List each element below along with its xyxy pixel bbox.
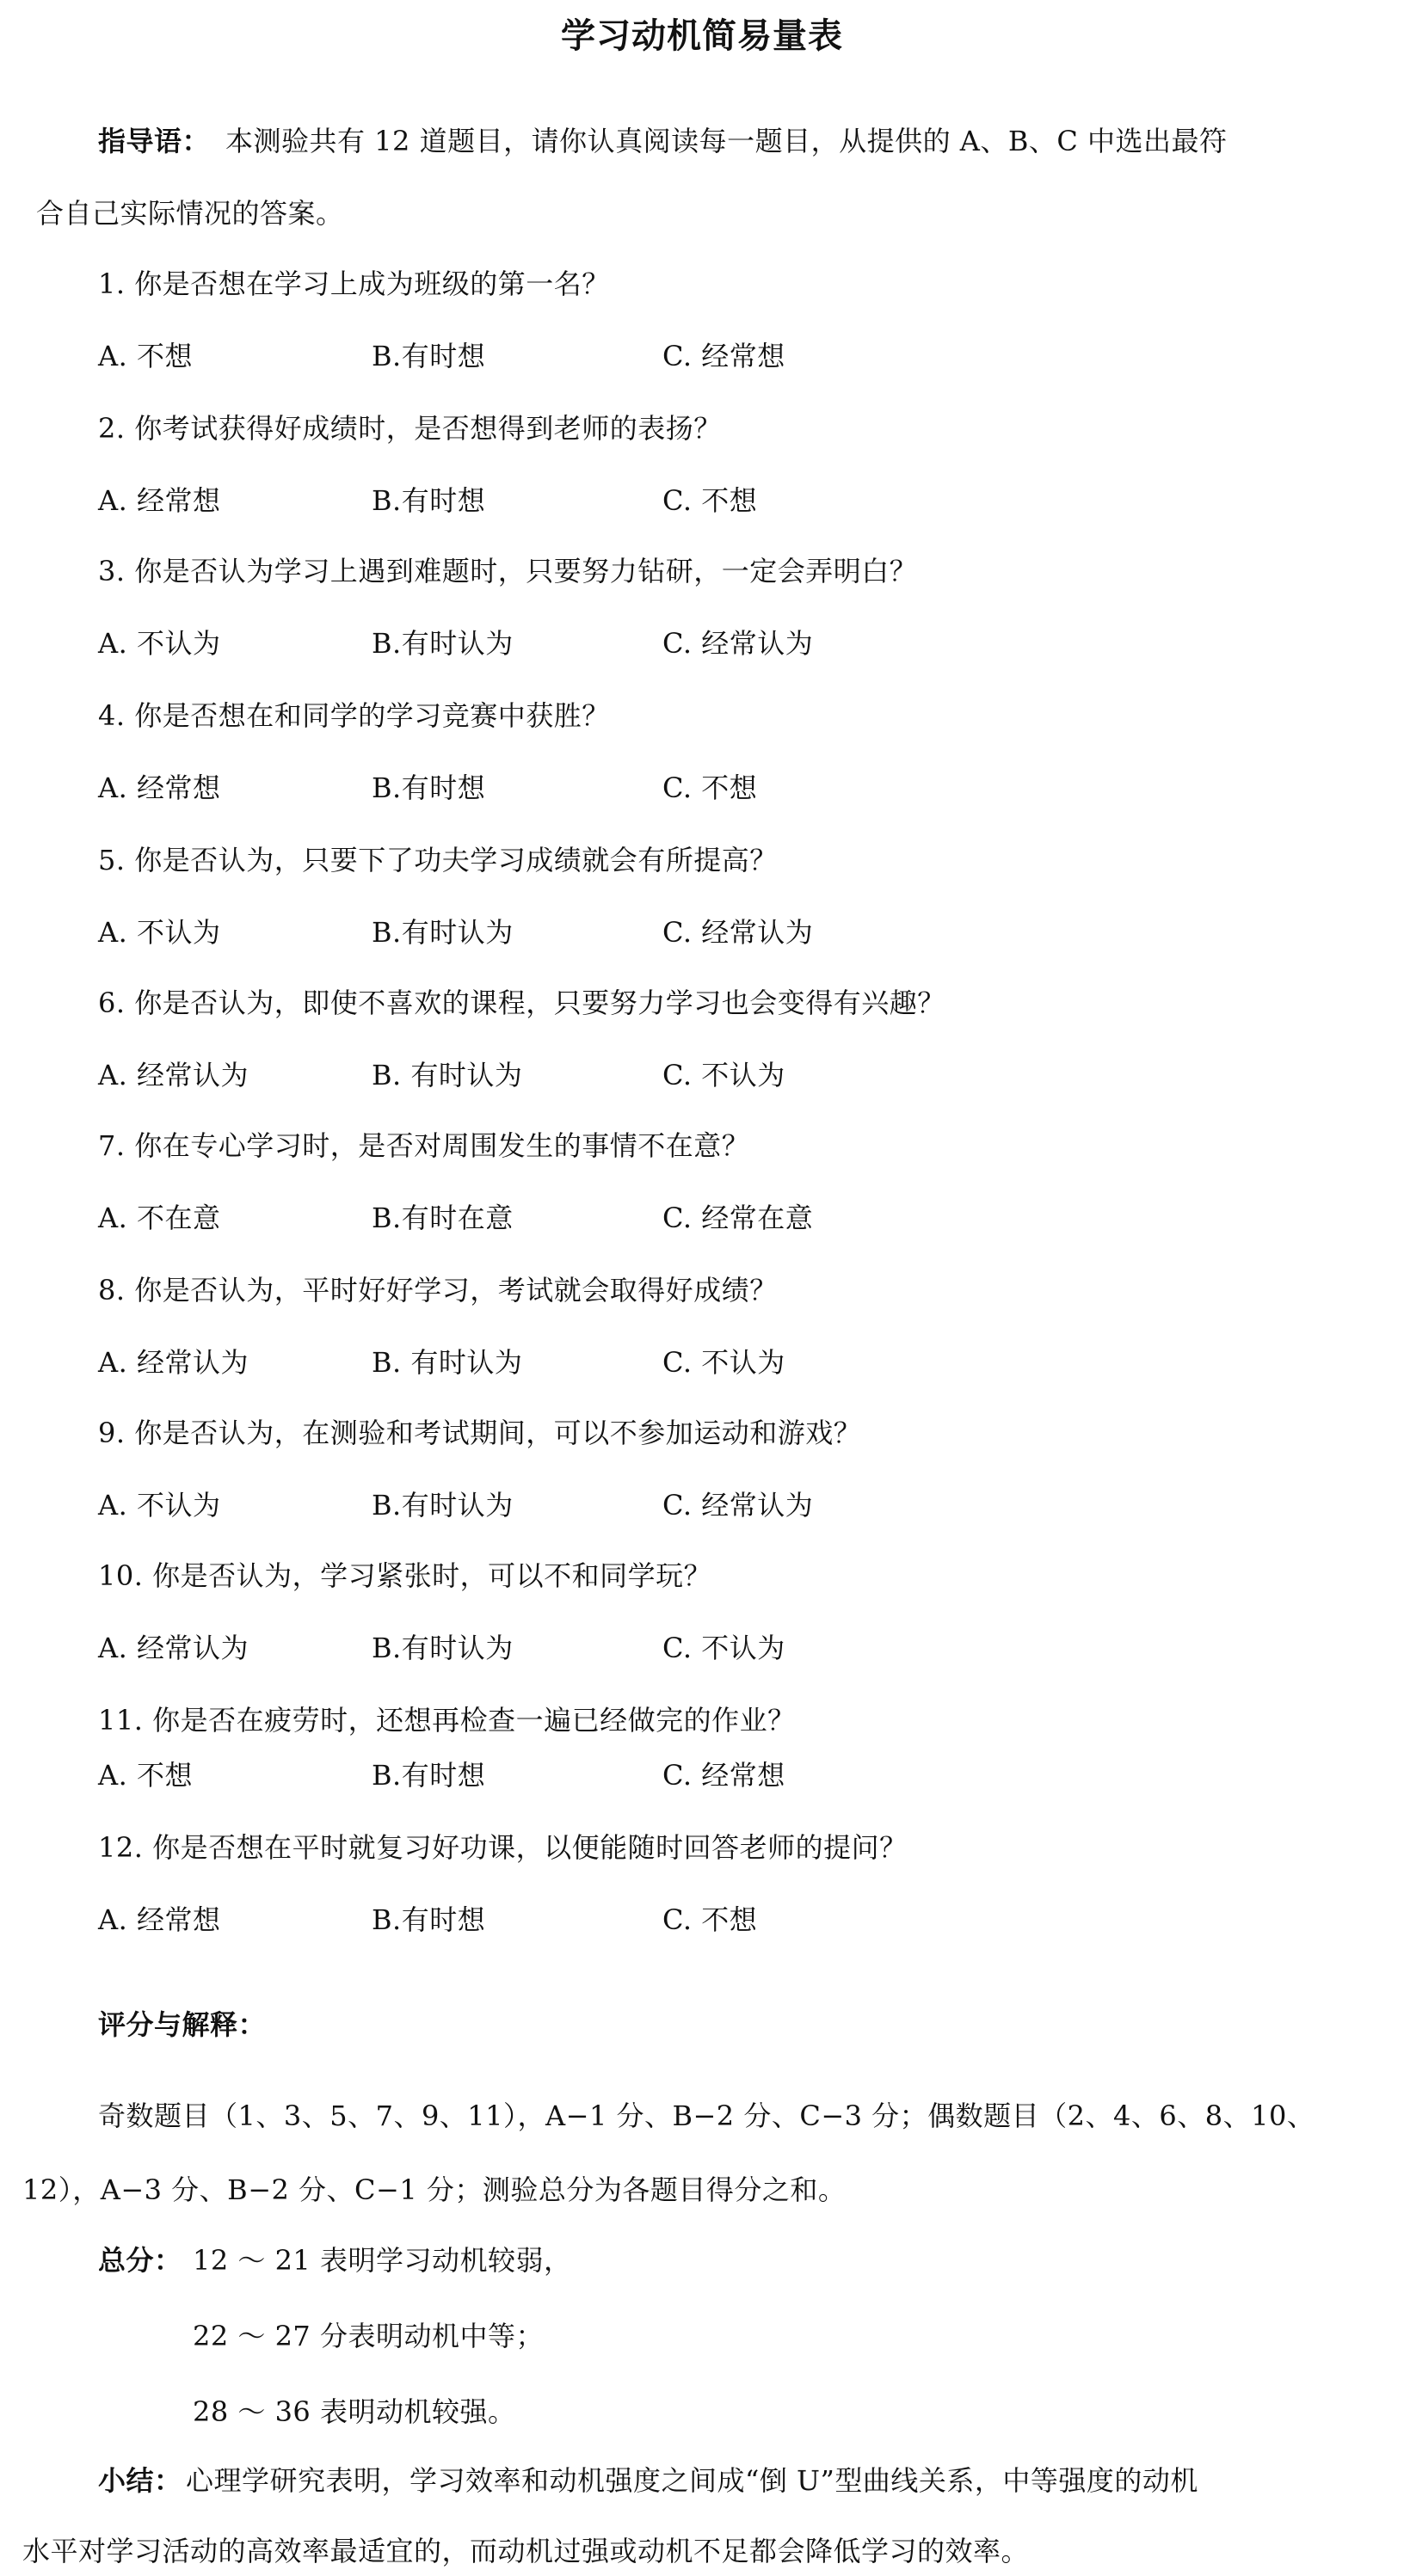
question-text: 11. 你是否在疲劳时，还想再检查一遍已经做完的作业？ (98, 1704, 796, 1737)
option-b: B.有时认为 (372, 1632, 514, 1664)
option-c: C. 不认为 (662, 1346, 785, 1379)
option-c: C. 经常认为 (662, 916, 814, 949)
option-a: A. 经常认为 (98, 1346, 249, 1379)
option-c: C. 不想 (662, 484, 758, 517)
question-text: 7. 你在专心学习时，是否对周围发生的事情不在意？ (98, 1129, 750, 1162)
option-a: A. 经常想 (98, 484, 221, 517)
option-b: B. 有时认为 (372, 1059, 523, 1091)
option-a: A. 不认为 (98, 1489, 221, 1522)
total-score-label: 总分： (98, 2244, 182, 2277)
option-c: C. 经常认为 (662, 1489, 814, 1522)
option-b: B.有时在意 (372, 1202, 514, 1234)
option-b: B.有时想 (372, 772, 486, 804)
option-a: A. 不认为 (98, 916, 221, 949)
score-range-strong: 28 ～ 36 表明动机较强。 (193, 2395, 516, 2428)
option-c: C. 经常想 (662, 340, 785, 372)
question-text: 2. 你考试获得好成绩时，是否想得到老师的表扬？ (98, 412, 722, 445)
option-a: A. 不想 (98, 340, 193, 372)
question-text: 6. 你是否认为，即使不喜欢的课程，只要努力学习也会变得有兴趣？ (98, 987, 945, 1019)
option-b: B.有时想 (372, 1759, 486, 1792)
option-b: B.有时认为 (372, 916, 514, 949)
page-title: 学习动机简易量表 (561, 15, 843, 56)
option-c: C. 不认为 (662, 1632, 785, 1664)
question-text: 12. 你是否想在平时就复习好功课，以便能随时回答老师的提问？ (98, 1831, 908, 1864)
question-text: 1. 你是否想在学习上成为班级的第一名？ (98, 267, 610, 300)
scoring-rule-line1: 奇数题目（1、3、5、7、9、11），A−1 分、B−2 分、C−3 分；偶数题目（2、4、6、8、10、 (98, 2100, 1315, 2132)
option-b: B.有时想 (372, 484, 486, 517)
option-a: A. 经常想 (98, 772, 221, 804)
intro-text-line1: 本测验共有 12 道题目，请你认真阅读每一题目，从提供的 A、B、C 中选出最符 (225, 125, 1228, 157)
question-text: 10. 你是否认为，学习紧张时，可以不和同学玩？ (98, 1559, 712, 1592)
summary-text-line1: 心理学研究表明，学习效率和动机强度之间成“倒 U”型曲线关系，中等强度的动机 (186, 2464, 1198, 2497)
option-c: C. 经常想 (662, 1759, 785, 1792)
intro-text-line2: 合自己实际情况的答案。 (36, 197, 344, 230)
option-c: C. 经常认为 (662, 627, 814, 660)
option-a: A. 经常认为 (98, 1632, 249, 1664)
option-a: A. 不在意 (98, 1202, 221, 1234)
option-c: C. 不想 (662, 1903, 758, 1936)
option-a: A. 经常认为 (98, 1059, 249, 1091)
summary-text-line2: 水平对学习活动的高效率最适宜的，而动机过强或动机不足都会降低学习的效率。 (22, 2535, 1030, 2567)
option-a: A. 经常想 (98, 1903, 221, 1936)
option-b: B. 有时认为 (372, 1346, 523, 1379)
score-range-weak: 12 ～ 21 表明学习动机较弱， (193, 2244, 572, 2277)
option-c: C. 不认为 (662, 1059, 785, 1091)
score-range-medium: 22 ～ 27 分表明动机中等； (193, 2320, 544, 2352)
option-b: B.有时想 (372, 340, 486, 372)
scoring-heading: 评分与解释： (98, 2008, 267, 2041)
option-b: B.有时认为 (372, 627, 514, 660)
summary-label: 小结： (98, 2464, 182, 2497)
question-text: 8. 你是否认为，平时好好学习，考试就会取得好成绩？ (98, 1274, 778, 1306)
option-c: C. 经常在意 (662, 1202, 814, 1234)
question-text: 4. 你是否想在和同学的学习竞赛中获胜？ (98, 699, 610, 732)
question-text: 9. 你是否认为，在测验和考试期间，可以不参加运动和游戏？ (98, 1417, 862, 1449)
question-text: 3. 你是否认为学习上遇到难题时，只要努力钻研，一定会弄明白？ (98, 555, 918, 587)
option-b: B.有时认为 (372, 1489, 514, 1522)
option-b: B.有时想 (372, 1903, 486, 1936)
scoring-rule-line2: 12），A−3 分、B−2 分、C−1 分；测验总分为各题目得分之和。 (22, 2173, 847, 2206)
intro-label: 指导语： (98, 125, 211, 157)
question-text: 5. 你是否认为，只要下了功夫学习成绩就会有所提高？ (98, 844, 778, 876)
option-c: C. 不想 (662, 772, 758, 804)
option-a: A. 不认为 (98, 627, 221, 660)
option-a: A. 不想 (98, 1759, 193, 1792)
